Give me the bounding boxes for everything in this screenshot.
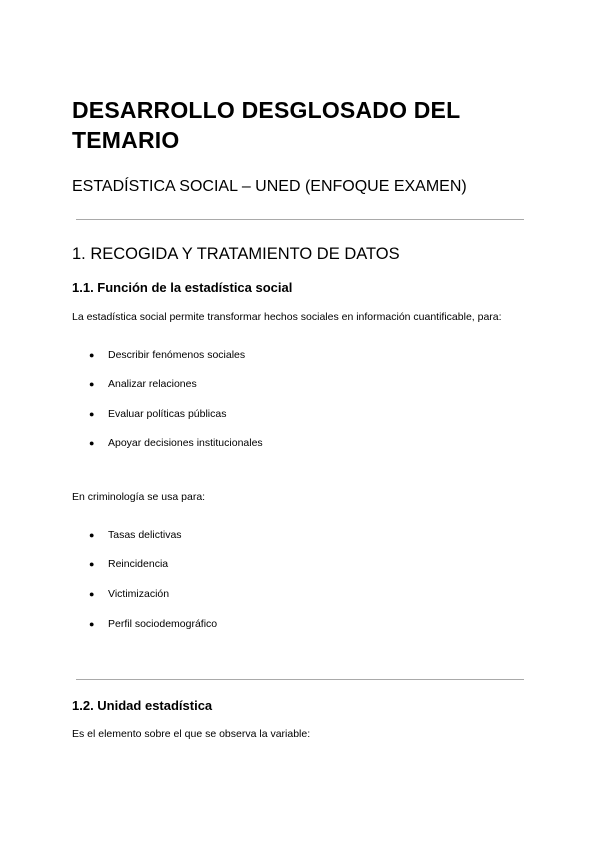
section-heading: 1. RECOGIDA Y TRATAMIENTO DE DATOS bbox=[72, 245, 400, 263]
paragraph: La estadística social permite transformar hechos sociales en información cuantificable, para: bbox=[72, 311, 502, 323]
list-item-text: Reincidencia bbox=[108, 558, 169, 570]
list-item-text: Evaluar políticas públicas bbox=[108, 408, 227, 420]
list-item-text: Tasas delictivas bbox=[108, 529, 182, 541]
bullet-icon: ● bbox=[89, 530, 95, 540]
list-item-text: Describir fenómenos sociales bbox=[108, 349, 246, 361]
horizontal-divider bbox=[76, 219, 524, 220]
document-subtitle: ESTADÍSTICA SOCIAL – UNED (ENFOQUE EXAMEN) bbox=[72, 178, 467, 195]
bullet-icon: ● bbox=[89, 438, 95, 448]
paragraph: En criminología se usa para: bbox=[72, 491, 206, 503]
bullet-icon: ● bbox=[89, 559, 95, 569]
horizontal-divider bbox=[76, 679, 524, 680]
bullet-icon: ● bbox=[89, 379, 95, 389]
subsection-heading: 1.2. Unidad estadística bbox=[72, 698, 213, 713]
list-item-text: Victimización bbox=[108, 588, 170, 600]
bullet-icon: ● bbox=[89, 409, 95, 419]
bullet-icon: ● bbox=[89, 589, 95, 599]
subsection-heading: 1.1. Función de la estadística social bbox=[72, 280, 293, 295]
paragraph: Es el elemento sobre el que se observa la variable: bbox=[72, 728, 311, 740]
list-item-text: Analizar relaciones bbox=[108, 378, 197, 390]
bullet-icon: ● bbox=[89, 350, 95, 360]
bullet-icon: ● bbox=[89, 619, 95, 629]
list-item-text: Apoyar decisiones institucionales bbox=[108, 437, 263, 449]
document-title: DESARROLLO DESGLOSADO DEL TEMARIO bbox=[72, 97, 460, 153]
list-item-text: Perfil sociodemográfico bbox=[108, 618, 218, 630]
